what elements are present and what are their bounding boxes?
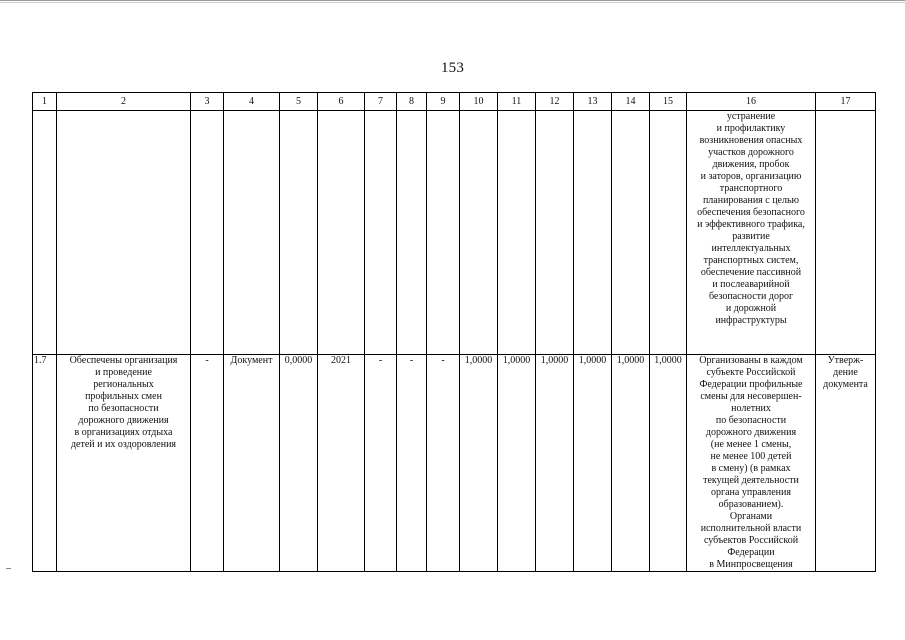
text-line: Федерации профильные bbox=[699, 379, 803, 390]
table-cell bbox=[397, 111, 427, 355]
text-line: возникновения опасных bbox=[699, 135, 803, 146]
margin-scan-mark bbox=[6, 568, 11, 569]
col12-cell: 1,0000 bbox=[536, 355, 574, 572]
text-line: Утверж- bbox=[827, 355, 864, 366]
col8-cell: - bbox=[397, 355, 427, 572]
header-cell: 14 bbox=[612, 93, 650, 111]
data-table bbox=[32, 92, 876, 572]
text-line: по безопасности bbox=[715, 415, 787, 426]
text-line: и заторов, организацию bbox=[700, 171, 802, 182]
col11-cell: 1,0000 bbox=[498, 355, 536, 572]
top-scan-edge-shadow bbox=[0, 2, 905, 3]
text-line: Органами bbox=[729, 511, 773, 522]
text-line: обеспечения безопасного bbox=[697, 207, 805, 218]
text-line: интеллектуальных bbox=[711, 243, 791, 254]
text-line: смены для несовершен- bbox=[700, 391, 802, 402]
text-line: инфраструктуры bbox=[715, 315, 787, 326]
table-cell bbox=[460, 111, 498, 355]
text-line: безопасности дорог bbox=[708, 291, 794, 302]
text-line: дение bbox=[833, 367, 858, 378]
table-cell bbox=[816, 111, 876, 355]
text-line: и дорожной bbox=[725, 303, 777, 314]
text-line: органа управления bbox=[711, 487, 791, 498]
text-line: не менее 100 детей bbox=[710, 451, 792, 462]
table-cell bbox=[427, 111, 460, 355]
table-row-continued bbox=[33, 111, 876, 355]
header-cell: 8 bbox=[397, 93, 427, 111]
col15-cell: 1,0000 bbox=[650, 355, 687, 572]
row-index-cell: 1.7 bbox=[33, 355, 57, 572]
text-line: и проведение bbox=[95, 367, 152, 378]
col3-cell: - bbox=[191, 355, 224, 572]
text-line: документа bbox=[823, 379, 868, 390]
header-cell: 1 bbox=[33, 93, 57, 111]
text-line: и послеаварийной bbox=[712, 279, 790, 290]
table-row-1-7 bbox=[33, 355, 876, 572]
header-cell: 6 bbox=[318, 93, 365, 111]
table-cell bbox=[612, 111, 650, 355]
base-year-cell: 2021 bbox=[318, 355, 365, 572]
text-line: движения, пробок bbox=[712, 159, 790, 170]
text-line: Обеспечены организация bbox=[69, 355, 178, 366]
text-line: субъектов Российской bbox=[703, 535, 799, 546]
result-description-cell bbox=[687, 111, 816, 355]
text-line: профильных смен bbox=[85, 391, 162, 402]
text-line: в организациях отдыха bbox=[74, 427, 173, 438]
table-cell bbox=[280, 111, 318, 355]
text-line: детей и их оздоровления bbox=[70, 439, 177, 450]
text-line: дорожного движения bbox=[705, 427, 797, 438]
header-cell: 3 bbox=[191, 93, 224, 111]
col9-cell: - bbox=[427, 355, 460, 572]
table-cell bbox=[33, 111, 57, 355]
text-line: развитие bbox=[732, 231, 770, 242]
text-line: Федерации bbox=[727, 547, 775, 558]
event-name-cell bbox=[57, 355, 191, 572]
text-line: региональных bbox=[93, 379, 154, 390]
col7-cell: - bbox=[365, 355, 397, 572]
text-line: по безопасности bbox=[88, 403, 159, 414]
control-form-cell bbox=[816, 355, 876, 572]
header-cell: 17 bbox=[816, 93, 876, 111]
col13-cell: 1,0000 bbox=[574, 355, 612, 572]
text-line: образованием). bbox=[718, 499, 784, 510]
result-description-cell bbox=[687, 355, 816, 572]
header-cell: 12 bbox=[536, 93, 574, 111]
table-cell bbox=[574, 111, 612, 355]
header-cell: 5 bbox=[280, 93, 318, 111]
table-cell bbox=[318, 111, 365, 355]
header-cell: 11 bbox=[498, 93, 536, 111]
text-line: и эффективного трафика, bbox=[697, 219, 805, 230]
table-cell bbox=[224, 111, 280, 355]
text-line: планирования с целью bbox=[702, 195, 800, 206]
text-line: Организованы в каждом bbox=[699, 355, 803, 366]
header-cell: 7 bbox=[365, 93, 397, 111]
text-line: участков дорожного bbox=[708, 147, 794, 158]
page-number: 153 bbox=[440, 60, 465, 76]
text-line: текущей деятельности bbox=[703, 475, 799, 486]
text-line: нолетних bbox=[731, 403, 771, 414]
table-cell bbox=[498, 111, 536, 355]
header-cell: 10 bbox=[460, 93, 498, 111]
text-line: дорожного движения bbox=[78, 415, 169, 426]
table-cell bbox=[191, 111, 224, 355]
col10-cell: 1,0000 bbox=[460, 355, 498, 572]
text-line: в смену) (в рамках bbox=[711, 463, 791, 474]
text-line: обеспечение пассивной bbox=[700, 267, 802, 278]
header-cell: 2 bbox=[57, 93, 191, 111]
header-cell: 15 bbox=[650, 93, 687, 111]
header-cell: 9 bbox=[427, 93, 460, 111]
header-cell: 13 bbox=[574, 93, 612, 111]
col14-cell: 1,0000 bbox=[612, 355, 650, 572]
text-line: исполнительной власти bbox=[700, 523, 802, 534]
text-line: в Минпросвещения bbox=[709, 559, 793, 570]
header-cell: 16 bbox=[687, 93, 816, 111]
header-cell: 4 bbox=[224, 93, 280, 111]
text-line: субъекте Российской bbox=[706, 367, 796, 378]
text-line: транспортного bbox=[719, 183, 783, 194]
unit-cell: Документ bbox=[224, 355, 280, 572]
text-line: и профилактику bbox=[716, 123, 786, 134]
header-row bbox=[33, 93, 876, 111]
table-cell bbox=[57, 111, 191, 355]
text-line: устранение bbox=[726, 111, 776, 122]
table-cell bbox=[536, 111, 574, 355]
base-value-cell: 0,0000 bbox=[280, 355, 318, 572]
table-cell bbox=[650, 111, 687, 355]
top-scan-edge bbox=[0, 0, 905, 1]
text-line: транспортных систем, bbox=[703, 255, 799, 266]
text-line: (не менее 1 смены, bbox=[710, 439, 792, 450]
table-cell bbox=[365, 111, 397, 355]
